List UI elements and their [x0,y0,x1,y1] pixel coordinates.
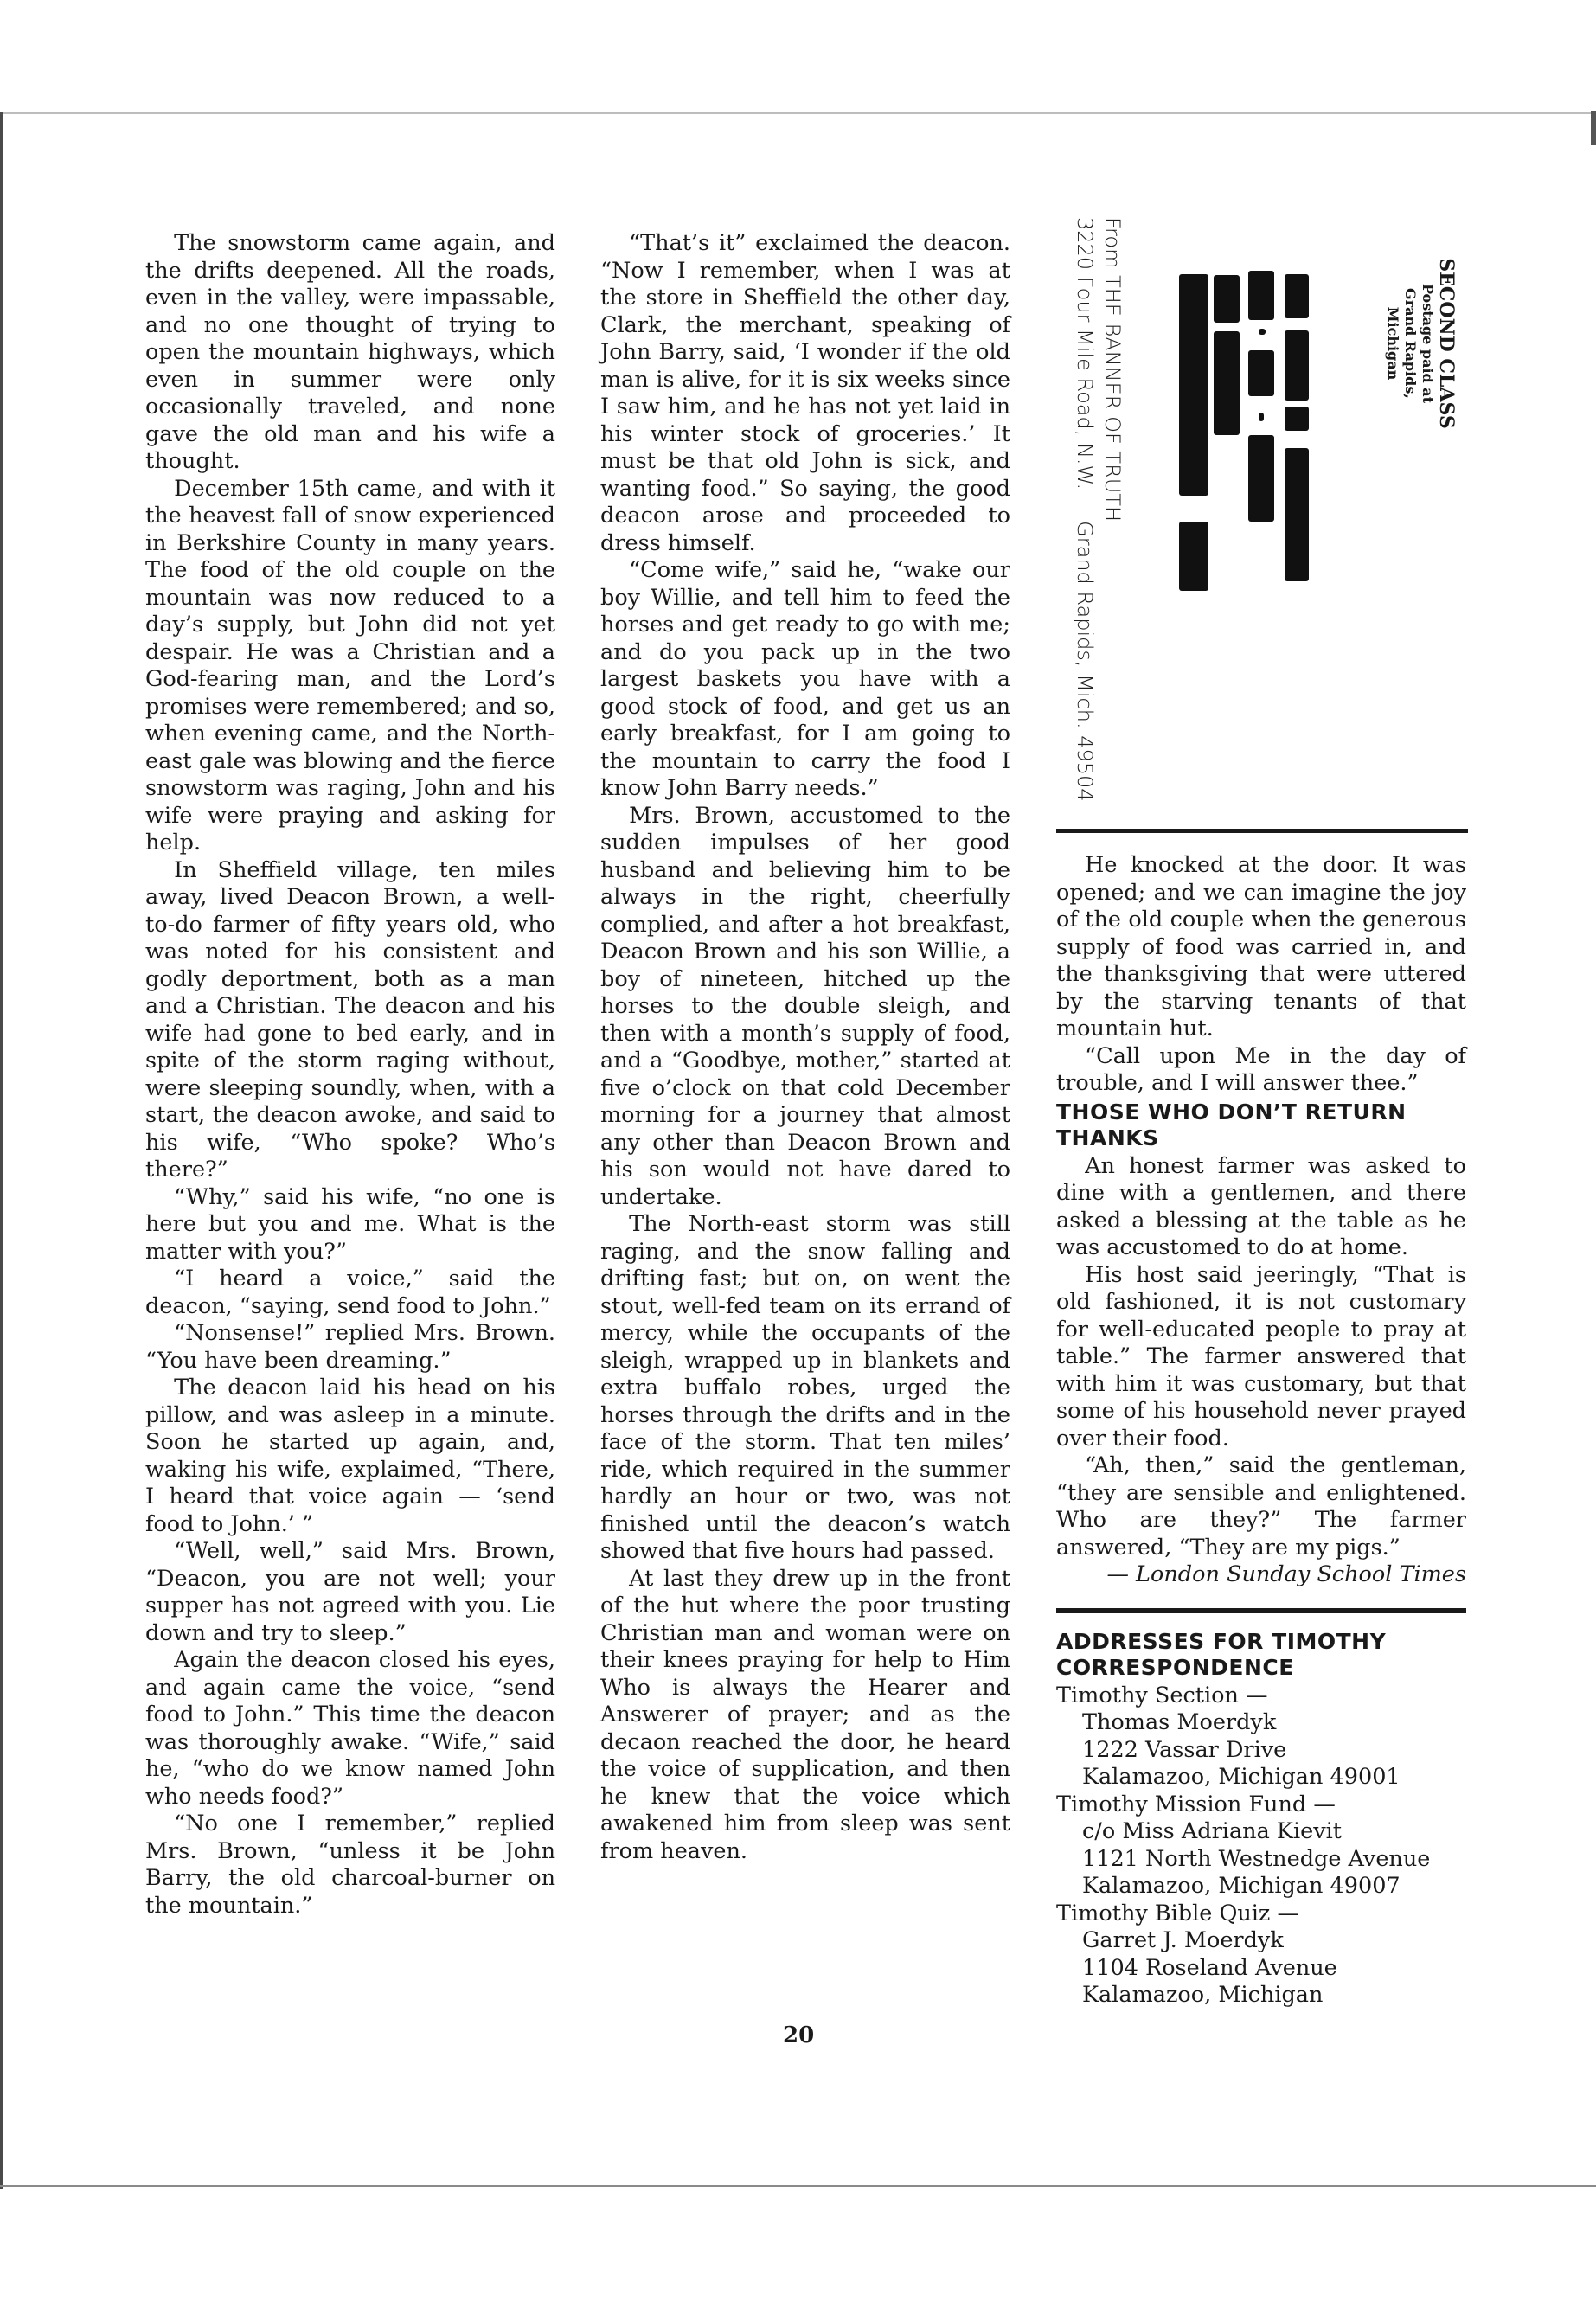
address-line: Kalamazoo, Michigan 49001 [1082,1764,1401,1790]
paragraph: An honest farmer was asked to dine with a gentlemen, and there asked a blessing at the table as he was accustomed to do at home. [1056,1152,1466,1260]
paragraph: The North-east storm was still raging, and the snow falling and drifting fast; but on, on went the stout, well-fed team on its errand of mercy, while the occupants of the sleigh, wrapped up in blankets and extra buffalo robes, urged the horses through the drifts and in the face of the storm. That ten miles’ ride, which required in the summer hardly an hour or two, was not finished until the deacon’s watch showed that five hours had passed. [600,1211,1010,1564]
paragraph: In Sheffield village, ten miles away, lived Deacon Brown, a well-to-do farmer of fifty years old, who was noted for his consistent and godly deportment, both as a man and a Christian. The deacon and his wife had gone to bed early, and in spite of the storm raging without, were sleeping soundly, when, with a start, the deacon awoke, and said to his wife, “Who spoke? Who’s there?” [145,856,555,1183]
address-line: 1104 Roseland Avenue [1082,1954,1337,1981]
redaction-bar [1214,275,1240,323]
return-address-city: Grand Rapids, Mich. 49504 [1073,521,1097,802]
paragraph: December 15th came, and with it the heavest fall of snow experienced in Berkshire County in many years. The food of the old couple on the mountain was now reduced to a day’s supply, but John did not yet despair. He was a Christian and a God-fearing man, and the Lord’s promises were remembered; and so, when evening came, and the North-east gale was blowing and the fierce snowstorm was raging, John and his wife were praying and asking for help. [145,475,555,856]
redaction-bar [1248,350,1274,396]
column-2 [600,230,1010,1865]
paragraph: He knocked at the door. It was opened; and we can imagine the joy of the old couple when the generous supply of food was carried in, and the thanksgiving that were uttered by the starving tenants of that mountain hut. [1056,852,1466,1042]
paragraph: The snowstorm came again, and the drifts deepened. All the roads, even in the valley, were impassable, and no one thought of trying to open the mountain highways, which even in summer were only occasionally traveled, and none gave the old man and his wife a thought. [145,230,555,474]
redaction-bar [1259,413,1264,421]
column-1 [145,230,555,1920]
page-edge-top [0,112,1596,114]
address-title: Timothy Mission Fund — [1056,1791,1336,1817]
paragraph: “Call upon Me in the day of trouble, and I will answer thee.” [1056,1042,1466,1096]
redaction-bar [1285,274,1309,318]
paragraph: “Nonsense!” replied Mrs. Brown. “You have been dreaming.” [145,1320,555,1374]
postage-class: SECOND CLASS [1435,258,1458,429]
redaction-bar [1285,448,1309,581]
address-line: Garret J. Moerdyk [1082,1927,1284,1953]
page-corner-mark [1591,111,1596,145]
postage-location: Grand Rapids, Michigan [1385,288,1419,399]
redaction-bar [1285,330,1309,401]
redaction-bar [1259,329,1266,335]
paragraph: “Why,” said his wife, “no one is here but you and me. What is the matter with you?” [145,1183,555,1265]
address-list [1056,1682,1466,2009]
page-edge-left [0,112,3,2189]
section-heading: THOSE WHO DON’T RETURN THANKS [1056,1099,1407,1150]
paragraph: At last they drew up in the front of the hut where the poor trusting Christian man and woman were on their knees praying for help to Him Who is always the Hearer and Answerer of prayer; and as the decaon reached the door, he heard the voice of supplication, and then he knew that the voice which awakened him from sleep was sent from heaven. [600,1565,1010,1864]
redaction-bar [1285,407,1309,431]
paragraph: Mrs. Brown, accustomed to the sudden impulses of her good husband and believing him to be always in the right, cheerfully complied, and after a hot breakfast, Deacon Brown and his son Willie, a boy of nineteen, hitched up the horses to the double sleigh, and then with a month’s supply of food, and a “Goodbye, mother,” started at five o’clock on that cold December morning for a journey that almost any other than Deacon Brown and his son would not have dared to undertake. [600,802,1010,1210]
return-address-line [1073,217,1097,802]
section-heading: ADDRESSES FOR TIMOTHY CORRESPONDENCE [1056,1628,1387,1680]
return-address-publisher: From THE BANNER OF TRUTH [1100,217,1125,522]
return-address-street: 3220 Four Mile Road, N.W. [1073,217,1097,490]
address-line: 1121 North Westnedge Avenue [1082,1845,1431,1872]
attribution: — London Sunday School Times [1106,1561,1466,1587]
page-number: 20 [783,2022,815,2048]
address-title: Timothy Bible Quiz — [1056,1900,1299,1926]
address-title: Timothy Section — [1056,1682,1268,1708]
address-line: Thomas Moerdyk [1082,1709,1277,1735]
paragraph: “No one I remember,” replied Mrs. Brown, “unless it be John Barry, the old charcoal-burner on the mountain.” [145,1811,555,1919]
address-line: c/o Miss Adriana Kievit [1082,1818,1342,1844]
redaction-bar [1248,271,1274,320]
postage-permit [1384,257,1457,430]
paragraph: “Come wife,” said he, “wake our boy Willie, and tell him to feed the horses and get ready to go with me; and do you pack up in the two largest baskets you have with a good stock of food, and get us an early breakfast, for I am going to the mountain to carry the food I know John Barry needs.” [600,557,1010,801]
postage-paid-label: Postage paid at [1420,283,1436,404]
page-edge-bottom [0,2185,1596,2187]
divider-rule [1056,829,1468,833]
redaction-bar [1248,435,1274,522]
paragraph: “I heard a voice,” said the deacon, “saying, send food to John.” [145,1266,555,1319]
address-line: 1222 Vassar Drive [1082,1736,1287,1763]
redaction-bar [1214,331,1240,435]
paragraph: Again the deacon closed his eyes, and again came the voice, “send food to John.” This time the deacon was thoroughly awake. “Wife,” said he, “who do we know named John who needs food?” [145,1647,555,1810]
redaction-bar [1179,274,1208,496]
paragraph: His host said jeeringly, “That is old fashioned, it is not customary for well-educated people to pray at table.” The farmer answered that with him it was customary, but that some of his household never prayed over their food. [1056,1261,1466,1452]
paragraph: The deacon laid his head on his pillow, and was asleep in a minute. Soon he started up again, and, waking his wife, explaimed, “There, I heard that voice again — ‘send food to John.’ ” [145,1375,555,1537]
paragraph: “Ah, then,” said the gentleman, “they are sensible and enlightened. Who are they?” The farmer answered, “They are my pigs.” [1056,1452,1466,1561]
paragraph: “Well, well,” said Mrs. Brown, “Deacon, you are not well; your supper has not agreed with you. Lie down and try to sleep.” [145,1538,555,1646]
redaction-bar [1179,522,1208,591]
address-line: Kalamazoo, Michigan 49007 [1082,1873,1401,1899]
paragraph: “That’s it” exclaimed the deacon. “Now I remember, when I was at the store in Sheffield the other day, Clark, the merchant, speaking of John Barry, said, ‘I wonder if the old man is alive, for it is six weeks since I saw him, and he has not yet laid in his winter stock of groceries.’ It must be that old John is sick, and wanting food.” So saying, the good deacon arose and proceeded to dress himself. [600,230,1010,556]
mailing-indicia [1071,205,1467,822]
column-3 [1056,852,1466,2009]
divider-rule [1056,1608,1466,1613]
address-line: Kalamazoo, Michigan [1082,1982,1324,2008]
